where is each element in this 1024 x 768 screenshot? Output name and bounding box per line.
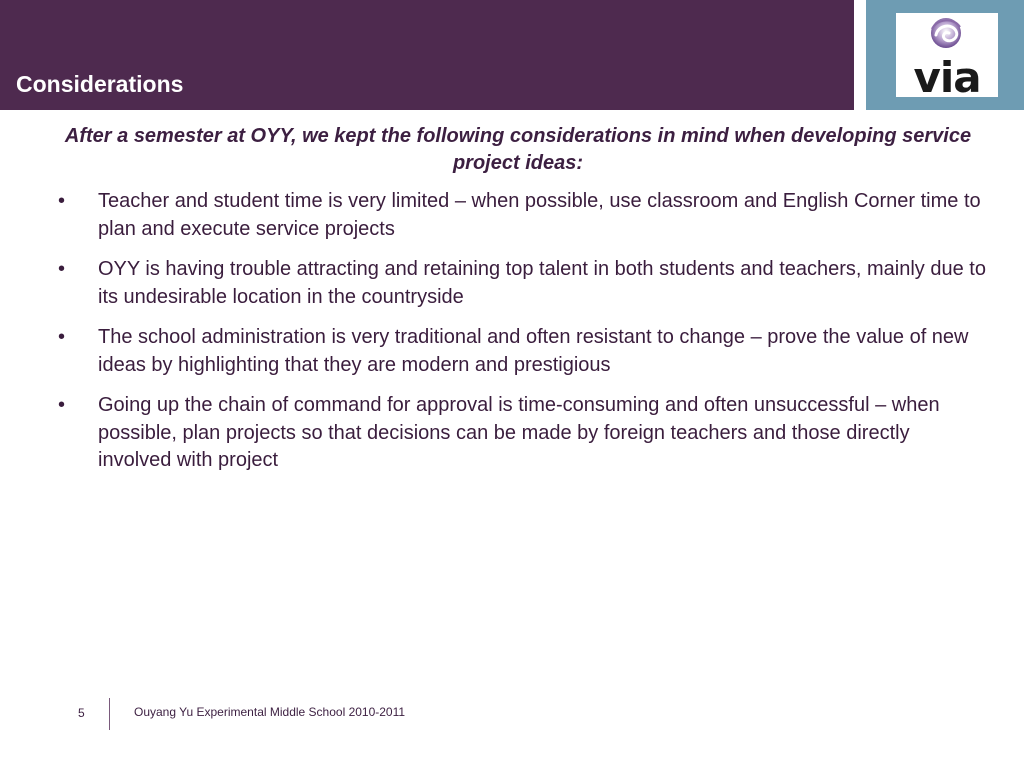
list-item-text: Going up the chain of command for approval is time-consuming and often unsuccessful – when possible, plan projects so that decisions can be made by foreign teachers and those directly involved with project (98, 394, 940, 471)
intro-text: After a semester at OYY, we kept the following considerations in mind when developing service project ideas: (64, 125, 972, 174)
list-item (58, 188, 988, 243)
slide-title: Considerations (16, 71, 184, 97)
list-item (58, 324, 988, 379)
list-item (58, 392, 988, 475)
list-item (58, 256, 988, 311)
via-logo (896, 13, 998, 97)
list-item-text: OYY is having trouble attracting and retaining top talent in both students and teachers, mainly due to its undesirable location in the countryside (98, 258, 986, 308)
bullet-icon: • (58, 258, 66, 280)
via-swirl-logo-icon (896, 13, 998, 97)
page-number: 5 (78, 706, 85, 720)
header-bar (0, 0, 854, 110)
bullet-icon: • (58, 190, 66, 212)
list-item-text: Teacher and student time is very limited – when possible, use classroom and English Corner time to plan and execute service projects (98, 190, 981, 240)
bullet-icon: • (58, 394, 66, 416)
considerations-list (58, 188, 988, 488)
header-gap (854, 0, 866, 110)
footer-text: Ouyang Yu Experimental Middle School 2010-2011 (134, 705, 406, 719)
logo-wordmark: via (913, 53, 981, 97)
bullet-icon: • (58, 326, 66, 348)
list-item-text: The school administration is very traditional and often resistant to change – prove the value of new ideas by highlighting that they are modern and prestigious (98, 326, 969, 376)
footer-divider (109, 698, 110, 730)
